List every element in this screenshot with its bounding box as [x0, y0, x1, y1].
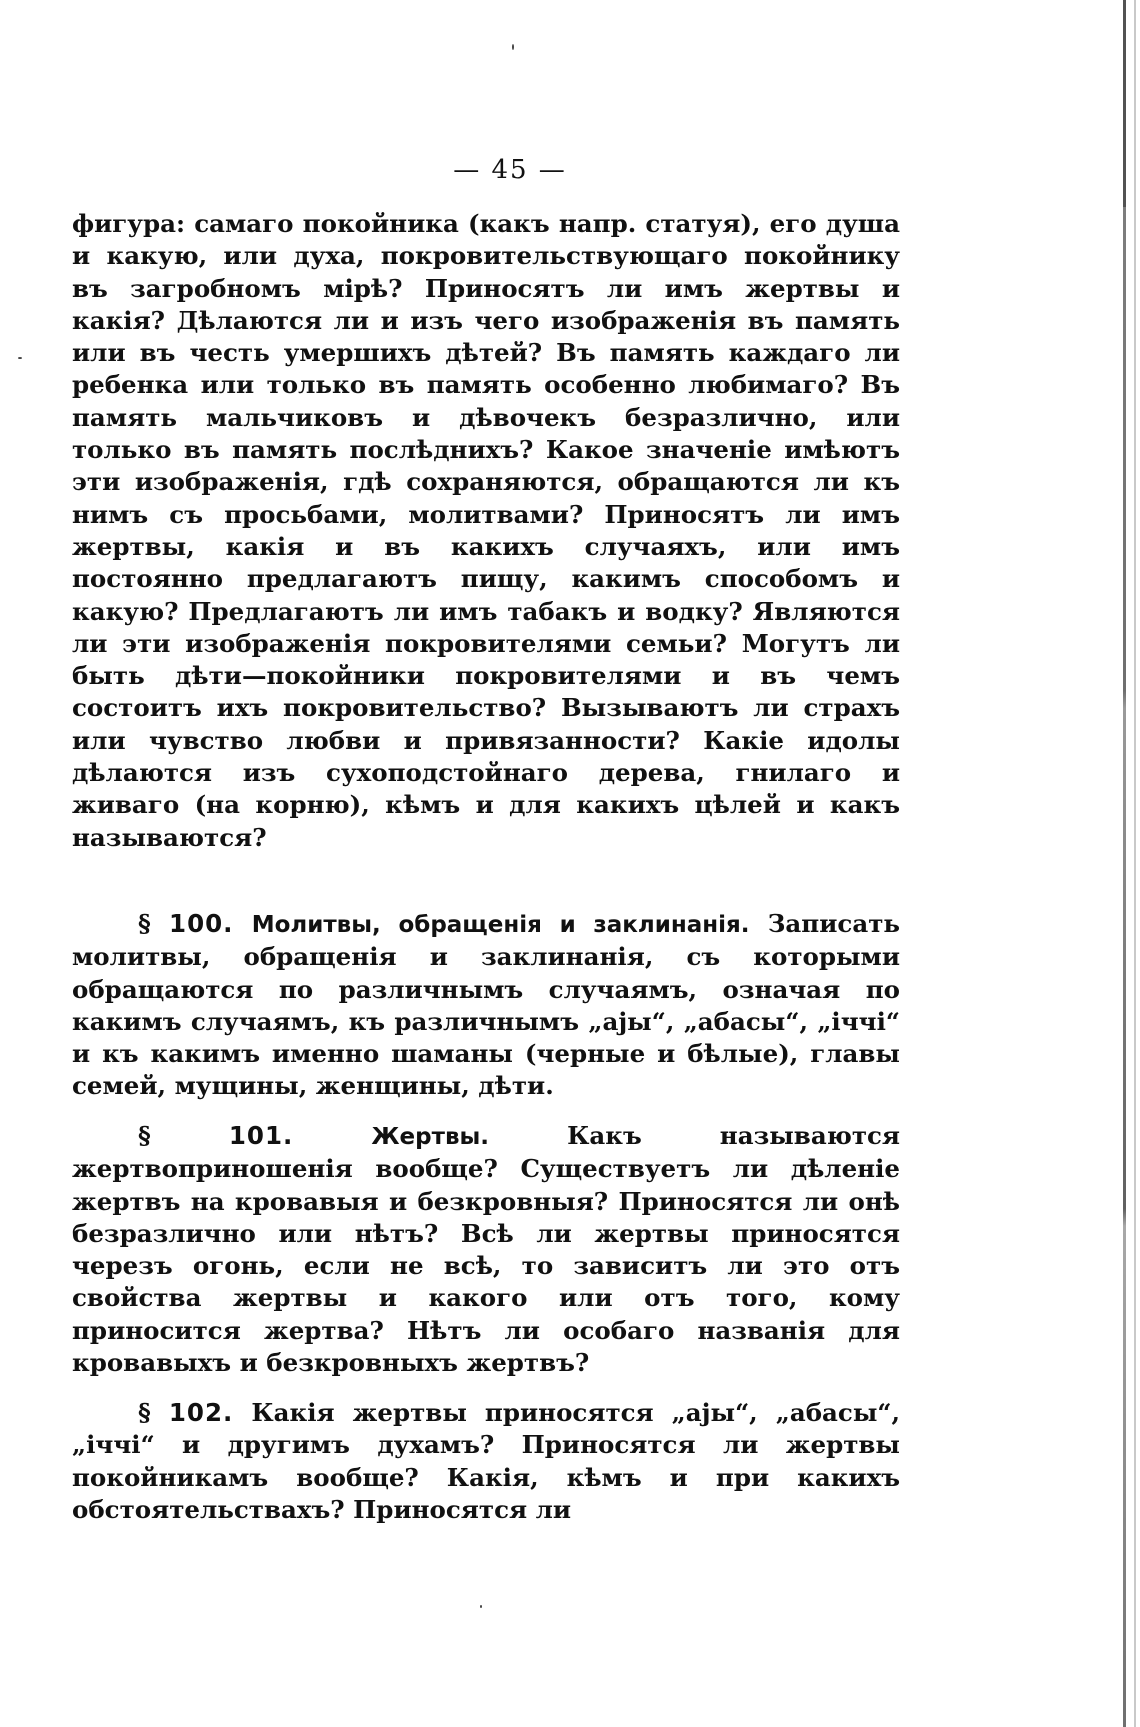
- section-101: [72, 1120, 900, 1379]
- section-number: 100.: [169, 909, 234, 938]
- scan-speck: [480, 1605, 482, 1608]
- section-body: Записать молитвы, обращенія и заклинанія, съ которыми обращаются по различнымъ случаямъ, означая по какимъ случаямъ, къ различнымъ „ајы“, „абасы“, „іччі“ и къ какимъ именно шаманы (черные и бѣлые), главы семей, мущины, женщины, дѣти.: [72, 909, 900, 1101]
- section-mark: §: [138, 909, 151, 938]
- scan-speck: [18, 357, 22, 359]
- section-mark: §: [138, 1121, 151, 1150]
- section-number: 101.: [228, 1121, 294, 1150]
- continuation-paragraph: [72, 208, 900, 854]
- scan-edge-shadow: [1123, 0, 1126, 1727]
- section-body: Какъ называются жертвоприношенія вообще? Существуетъ ли дѣленіе жертвъ на кровавыя и безкровныя? Приносятся ли онѣ безразлично или нѣтъ? Всѣ ли жертвы приносятся черезъ огонь, если не всѣ, то зависитъ ли это отъ свойства жертвы и какого или отъ того, кому приносится жертва? Нѣтъ ли особаго названія для кровавыхъ и безкровныхъ жертвъ?: [72, 1121, 901, 1378]
- section-mark: §: [138, 1398, 151, 1427]
- scan-speck: [512, 44, 514, 50]
- section-title: Жертвы.: [371, 1124, 490, 1150]
- section-title: Молитвы, обращенія и заклинанія.: [251, 912, 750, 938]
- section-102: [72, 1397, 900, 1526]
- section-100: [72, 908, 900, 1103]
- section-number: 102.: [168, 1398, 234, 1427]
- section-body: Какія жертвы приносятся „ајы“, „абасы“, „іччі“ и другимъ духамъ? Приносятся ли жертвы покойникамъ вообще? Какія, кѣмъ и при какихъ обстоятельствахъ? Приносятся ли: [72, 1398, 901, 1524]
- paragraph-text: фигура: самаго покойника (какъ напр. статуя), его душа и какую, или духа, покровительствующаго покойнику въ загробномъ мірѣ? Приносятъ ли имъ жертвы и какія? Дѣлаются ли и изъ чего изображенія въ память или въ честь умершихъ дѣтей? Въ память каждаго ли ребенка или только въ память особенно любимаго? Въ память мальчиковъ и дѣвочекъ безразлично, или только въ память послѣднихъ? Какое значеніе имѣютъ эти изображенія, гдѣ сохраняются, обращаются ли къ нимъ съ просьбами, молитвами? Приносятъ ли имъ жертвы, какія и въ какихъ случаяхъ, или имъ постоянно предлагаютъ пищу, какимъ способомъ и какую? Предлагаютъ ли имъ табакъ и водку? Являются ли эти изображенія покровителями семьи? Могутъ ли быть дѣти—покойники покровителями и въ чемъ состоитъ ихъ покровительство? Вызываютъ ли страхъ или чувство любви и привязанности? Какіе идолы дѣлаются изъ сухоподстойнаго дерева, гнилаго и живаго (на корню), кѣмъ и для какихъ цѣлей и какъ называются?: [72, 209, 900, 852]
- scan-edge-line: [1134, 0, 1136, 1727]
- page-number: — 45 —: [453, 155, 567, 185]
